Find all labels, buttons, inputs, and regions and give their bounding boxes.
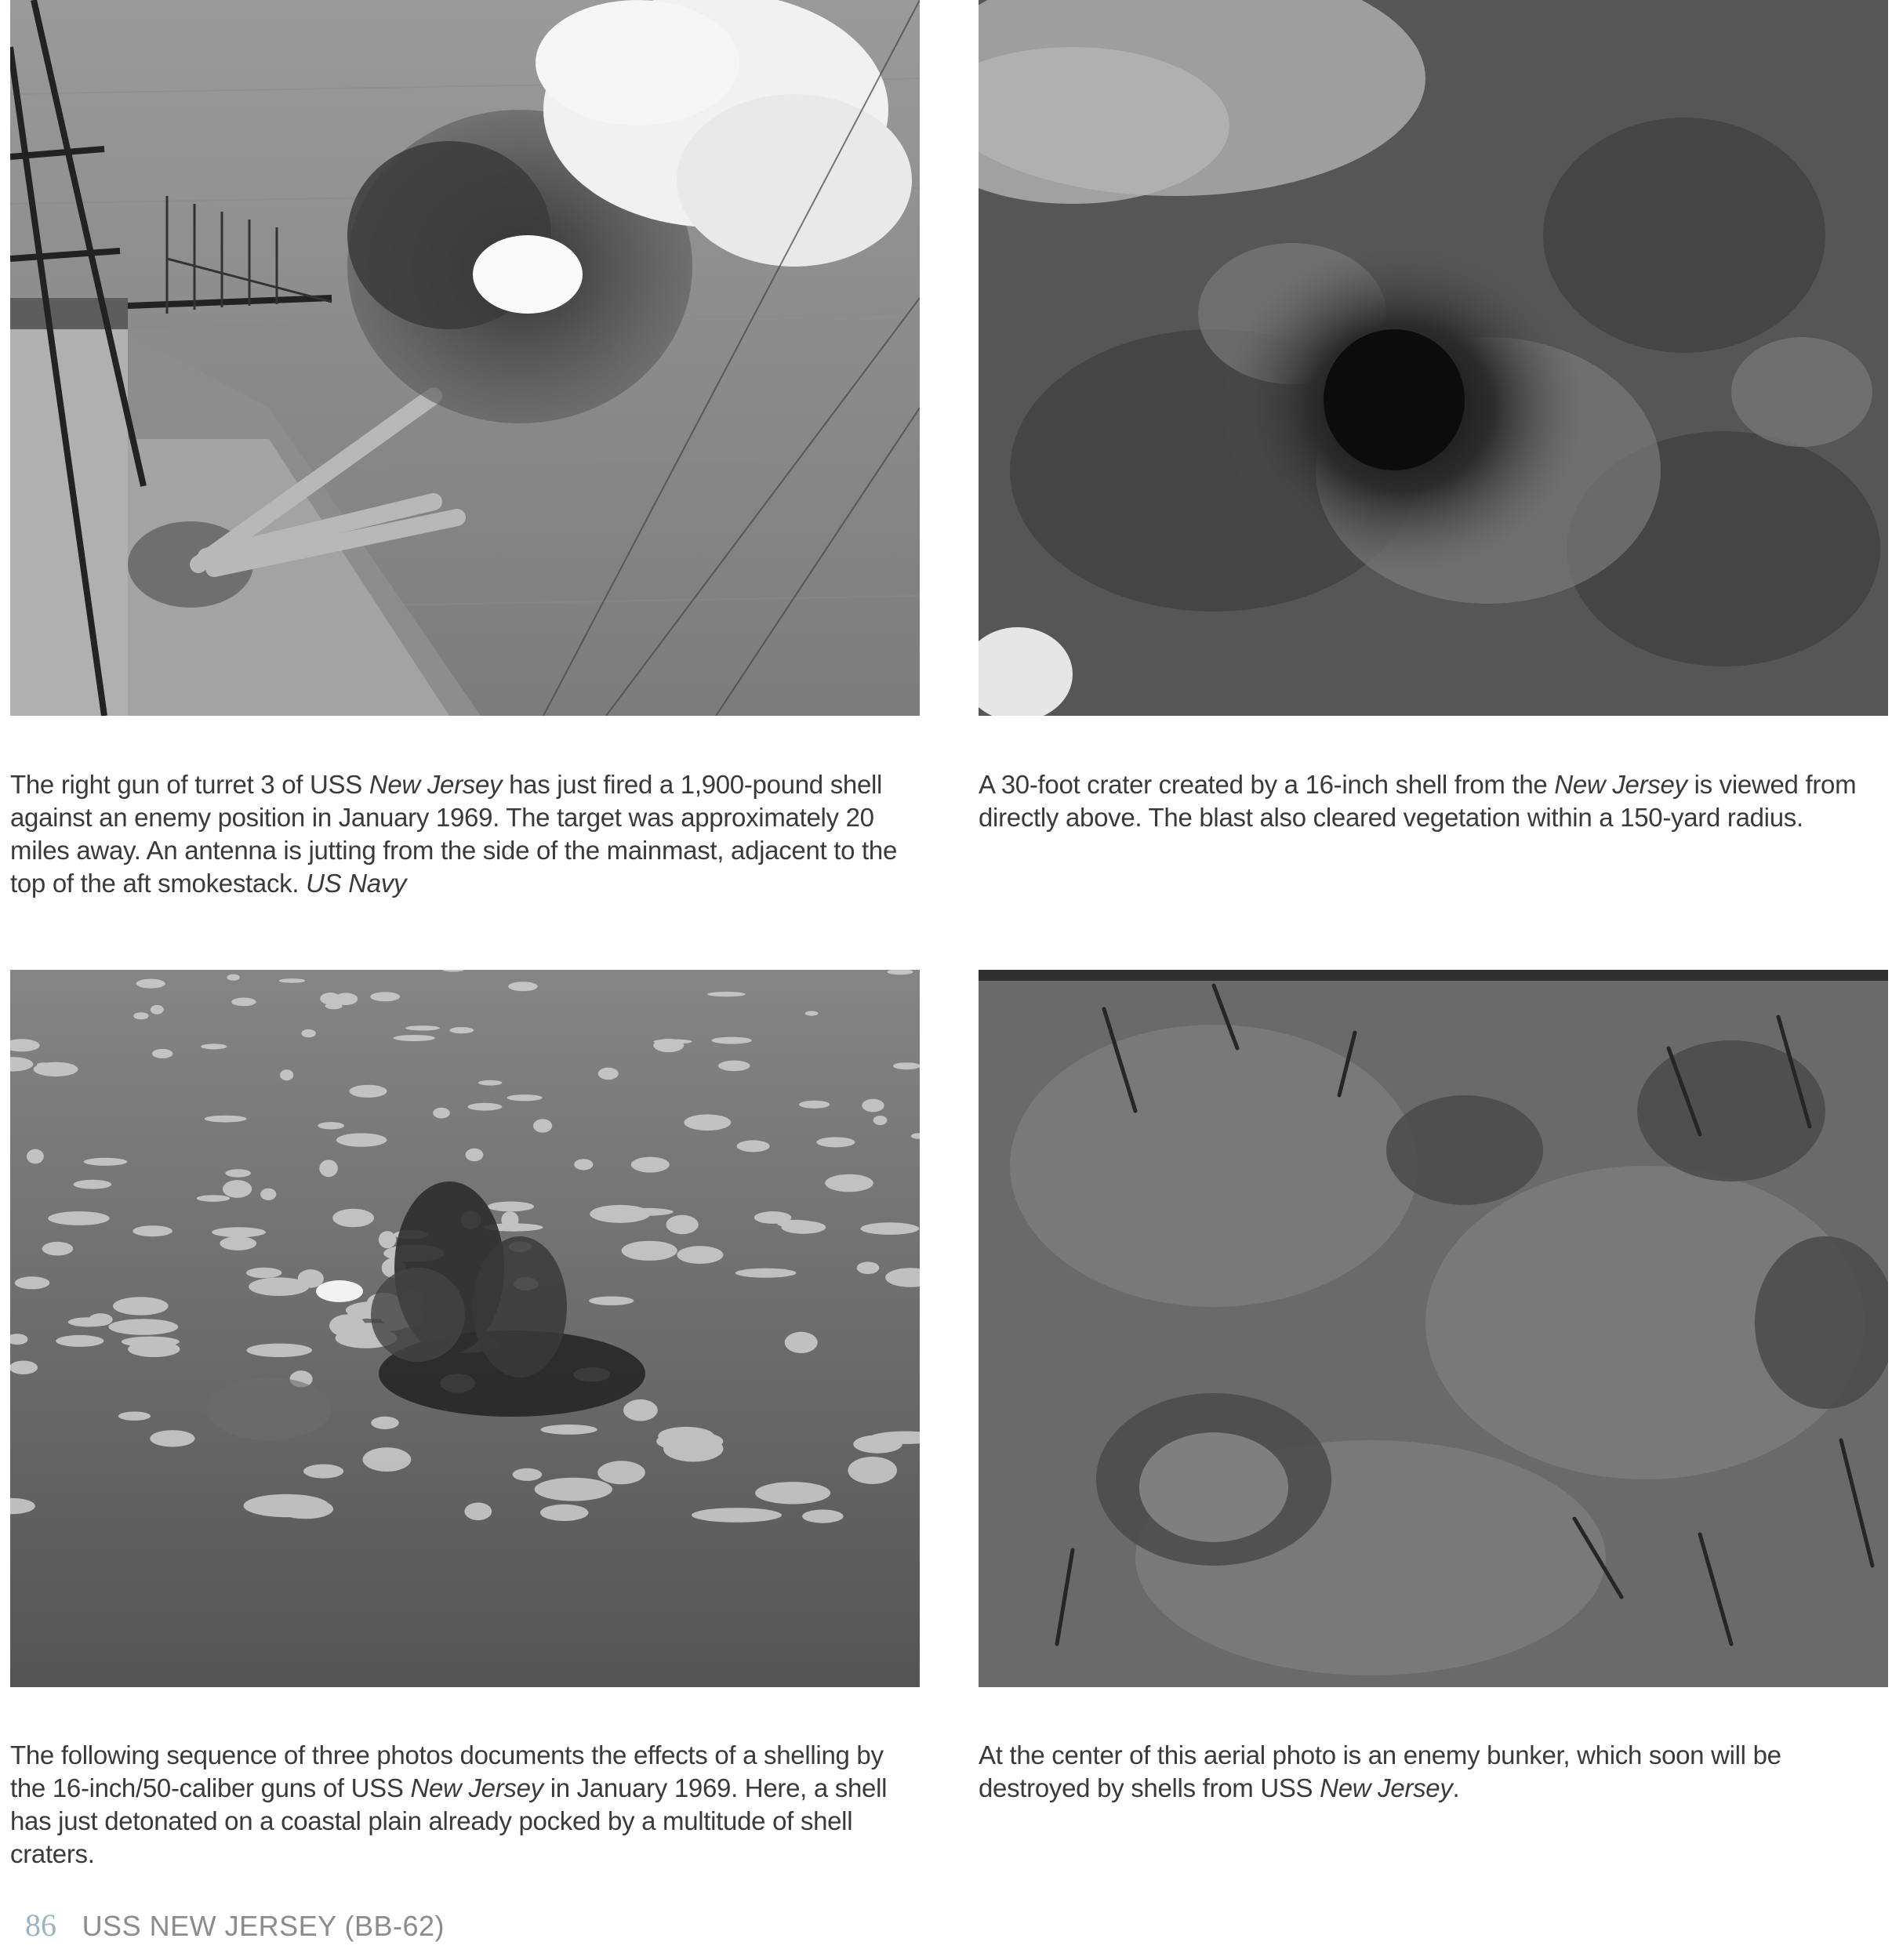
shell-crater-mark — [246, 1268, 281, 1278]
page-footer — [25, 1907, 445, 1945]
shell-crater-mark — [301, 1029, 315, 1037]
battleship-firing-image — [10, 0, 920, 716]
shell-crater-mark — [478, 1080, 502, 1086]
page-number: 86 — [25, 1907, 56, 1943]
caption-text: The right gun of turret 3 of USS — [10, 770, 369, 799]
shell-crater-mark — [113, 1297, 169, 1315]
shell-crater-mark — [861, 1222, 920, 1235]
shell-crater-mark — [318, 1122, 344, 1129]
shell-crater-mark — [737, 1140, 770, 1152]
shell-crater-mark — [464, 1503, 492, 1521]
caption-text: in January 1969. Here, a shell has just detonated on a coastal plain already pocked by a multitude of shell craters. — [10, 1773, 888, 1868]
caption-text: . — [1452, 1773, 1460, 1802]
caption-italic-text: New Jersey — [1554, 770, 1687, 799]
shell-crater-mark — [332, 1209, 374, 1228]
caption-text: At the center of this aerial photo is an enemy bunker, which soon will be destroyed by shells from USS — [979, 1740, 1781, 1802]
shell-crater-mark — [336, 1133, 387, 1146]
caption-italic-text: New Jersey — [1320, 1773, 1453, 1802]
shell-crater-mark — [653, 1039, 684, 1052]
shell-crater-mark — [122, 1337, 180, 1348]
shell-crater-mark — [246, 1344, 312, 1357]
shell-crater-mark — [231, 998, 256, 1007]
shell-crater-mark — [223, 1180, 252, 1198]
shell-crater-mark — [89, 1313, 113, 1326]
shell-crater-mark — [805, 1011, 819, 1016]
shell-crater-mark — [598, 1068, 619, 1080]
shell-crater-mark — [533, 1119, 552, 1132]
bunker-aerial-image — [979, 970, 1888, 1687]
shell-crater-mark — [541, 1425, 597, 1435]
shell-crater-mark — [56, 1335, 103, 1347]
shell-crater-mark — [540, 1504, 588, 1521]
shell-crater-mark — [707, 992, 746, 996]
shell-crater-mark — [893, 1062, 920, 1069]
caption-italic-text: US Navy — [306, 869, 407, 898]
shell-crater-mark — [684, 1114, 731, 1131]
shell-crater-mark — [249, 1277, 309, 1296]
shell-crater-mark — [136, 979, 165, 989]
shell-crater-mark — [15, 1276, 50, 1289]
shell-crater-mark — [201, 1044, 227, 1049]
caption-text: A 30-foot crater created by a 16-inch shell from the — [979, 770, 1555, 799]
photo-crater-aerial — [979, 0, 1888, 716]
photo-coastal-plain-explosion — [10, 970, 920, 1687]
photo-bunker-aerial — [979, 970, 1888, 1687]
shell-crater-mark — [405, 1025, 440, 1030]
shell-crater-mark — [279, 978, 306, 983]
shell-crater-mark — [108, 1319, 178, 1335]
shell-crater-mark — [48, 1211, 109, 1225]
shell-crater-mark — [777, 1220, 815, 1228]
shell-crater-mark — [244, 1494, 329, 1517]
caption-coastal-plain — [10, 1739, 924, 1871]
shell-crater-mark — [466, 1149, 484, 1162]
shell-crater-mark — [84, 1158, 128, 1166]
shell-crater-mark — [825, 1174, 873, 1192]
shell-crater-mark — [433, 1108, 450, 1119]
shell-crater-mark — [853, 1435, 902, 1453]
shell-crater-mark — [363, 1447, 412, 1472]
shell-crater-mark — [623, 1399, 658, 1421]
shell-crater-mark — [379, 1231, 396, 1248]
shell-crater-mark — [785, 1332, 818, 1353]
shell-crater-mark — [589, 1297, 634, 1305]
shell-crater-mark — [133, 1225, 172, 1236]
shell-crater-mark — [467, 1103, 502, 1111]
shell-crater-mark — [735, 1269, 796, 1278]
shell-crater-mark — [873, 1116, 888, 1125]
shell-crater-mark — [718, 1061, 750, 1072]
crater-aerial-image — [979, 0, 1888, 716]
shell-crater-mark — [133, 1012, 148, 1019]
shell-crater-mark — [371, 1417, 398, 1429]
shell-crater-mark — [513, 1468, 543, 1481]
shell-crater-mark — [712, 1037, 752, 1044]
shell-crater-mark — [508, 982, 538, 991]
shell-crater-mark — [260, 1189, 276, 1200]
shell-crater-mark — [666, 1215, 698, 1234]
shell-crater-mark — [799, 1101, 830, 1109]
shell-crater-mark — [225, 1169, 251, 1177]
shell-crater-mark — [152, 1049, 173, 1058]
shell-crater-mark — [212, 1227, 266, 1237]
shell-crater-mark — [631, 1157, 670, 1173]
shell-crater-mark — [27, 1149, 44, 1164]
shell-crater-mark — [656, 1432, 723, 1452]
shell-crater-mark — [692, 1508, 782, 1523]
shell-crater-mark — [622, 1241, 677, 1261]
caption-italic-text: New Jersey — [410, 1773, 543, 1802]
shell-crater-mark — [74, 1180, 112, 1189]
shell-crater-mark — [42, 1242, 74, 1256]
shell-crater-mark — [303, 1465, 343, 1479]
shell-crater-mark — [535, 1478, 612, 1501]
shell-crater-mark — [205, 1116, 247, 1123]
shell-crater-mark — [370, 992, 400, 1001]
shell-crater-mark — [755, 1482, 830, 1504]
shell-crater-mark — [848, 1457, 897, 1484]
shell-crater-mark — [394, 1035, 435, 1041]
shell-crater-mark — [350, 1085, 387, 1098]
shell-crater-mark — [220, 1236, 256, 1250]
shell-crater-mark — [862, 1099, 884, 1112]
shell-crater-mark — [488, 1202, 534, 1212]
shell-crater-mark — [320, 993, 340, 1004]
running-title: USS NEW JERSEY (BB-62) — [82, 1910, 445, 1942]
shell-crater-mark — [449, 1027, 474, 1033]
shell-crater-mark — [319, 1160, 338, 1177]
caption-bunker — [979, 1739, 1892, 1805]
shell-crater-mark — [857, 1261, 880, 1274]
shell-crater-mark — [507, 1094, 543, 1101]
shell-crater-mark — [37, 1062, 52, 1067]
shell-crater-mark — [151, 1005, 164, 1014]
caption-battleship-firing — [10, 768, 924, 900]
caption-text: is viewed from directly above. The blast also cleared vegetation within a 150-yard radius. — [979, 770, 1857, 832]
caption-text: has just fired a 1,900-pound shell against an enemy position in January 1969. The target was approximately 20 miles away. An antenna is jutting from the side of the mainmast, adjacent to the top of the aft smokestack. — [10, 770, 898, 898]
caption-italic-text: New Jersey — [369, 770, 503, 799]
shell-crater-mark — [622, 1208, 673, 1216]
shell-crater-mark — [150, 1430, 194, 1446]
shell-crater-mark — [197, 1195, 231, 1202]
shell-crater-mark — [280, 1069, 293, 1080]
shell-crater-mark — [816, 1137, 855, 1147]
shell-crater-mark — [118, 1412, 151, 1421]
shell-crater-mark — [802, 1510, 843, 1523]
coastal-plain-explosion-image — [10, 970, 920, 1687]
shell-crater-mark — [597, 1461, 645, 1484]
caption-text: The following sequence of three photos documents the effects of a shelling by the 16-inch/50-caliber guns of USS — [10, 1740, 884, 1802]
shell-crater-mark — [10, 1361, 38, 1374]
photo-battleship-firing — [10, 0, 920, 716]
caption-crater — [979, 768, 1892, 834]
shell-crater-mark — [677, 1246, 723, 1264]
shell-crater-mark — [227, 975, 239, 981]
shell-crater-mark — [501, 1211, 518, 1229]
shell-crater-mark — [574, 1159, 593, 1170]
